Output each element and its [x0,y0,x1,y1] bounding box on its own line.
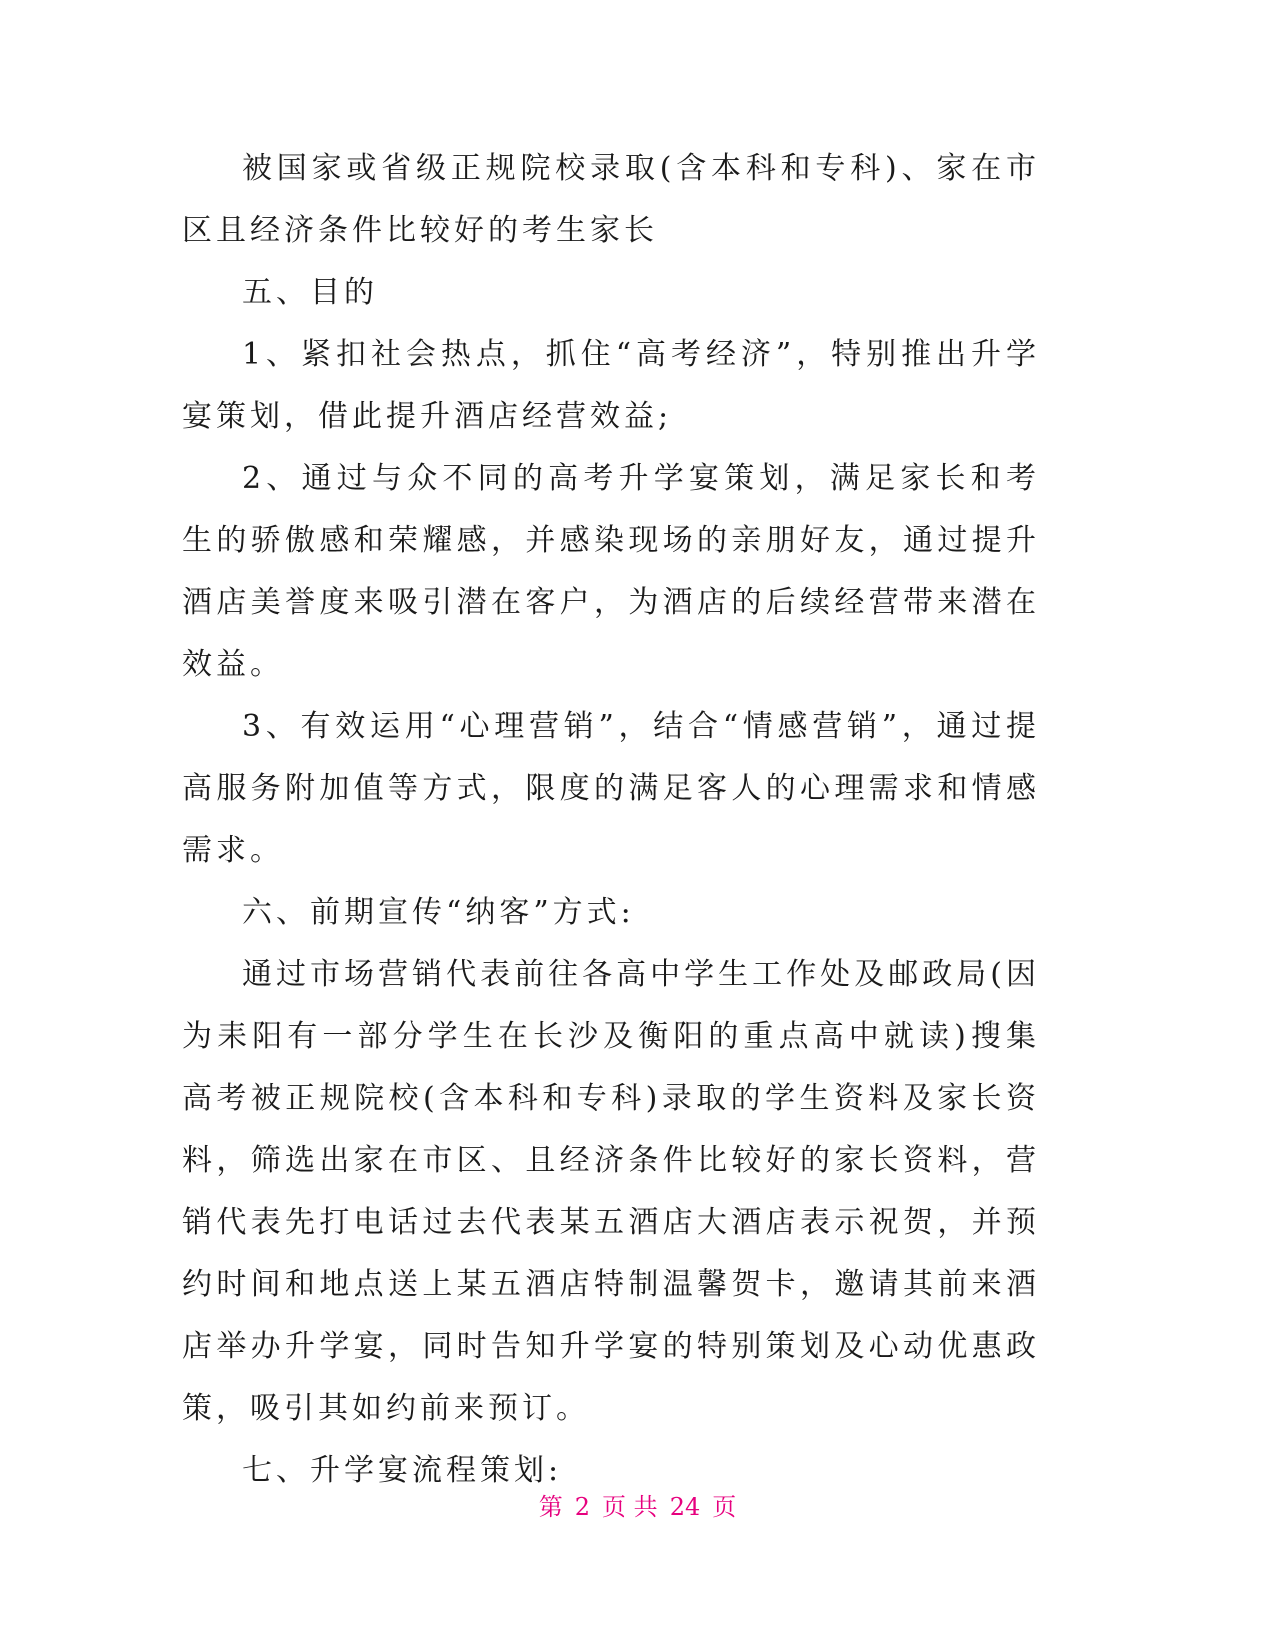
paragraph-audience: 被国家或省级正规院校录取(含本科和专科)、家在市区且经济条件比较好的考生家长 [182,151,1040,248]
footer-middle: 页 共 [602,1493,658,1521]
page-number-footer [0,1487,1275,1522]
footer-current-page: 2 [574,1493,591,1521]
footer-total-pages: 24 [669,1493,701,1521]
paragraph-goal-3: 3、有效运用“心理营销”，结合“情感营销”，通过提高服务附加值等方式，限度的满足客人的心理需求和情感需求。 [182,709,1040,868]
paragraph-goal-1: 1、紧扣社会热点，抓住“高考经济”，特别推出升学宴策划，借此提升酒店经营效益; [182,337,1040,434]
paragraph-promotion: 通过市场营销代表前往各高中学生工作处及邮政局(因为耒阳有一部分学生在长沙及衡阳的重点高中就读)搜集高考被正规院校(含本科和专科)录取的学生资料及家长资料，筛选出家在市区、且经济条件比较好的家长资料，营销代表先打电话过去代表某五酒店大酒店表示祝贺，并预约时间和地点送上某五酒店特制温馨贺卡，邀请其前来酒店举办升学宴，同时告知升学宴的特别策划及心动优惠政策，吸引其如约前来预订。 [182,957,1040,1426]
heading-section-5: 五、目的 [242,275,378,310]
paragraph-goal-2: 2、通过与众不同的高考升学宴策划，满足家长和考生的骄傲感和荣耀感，并感染现场的亲朋好友，通过提升酒店美誉度来吸引潜在客户，为酒店的后续经营带来潜在效益。 [182,461,1040,682]
footer-prefix: 第 [538,1493,563,1521]
heading-section-7: 七、升学宴流程策划: [242,1453,563,1488]
document-body [182,138,1040,1502]
footer-suffix: 页 [712,1493,737,1521]
heading-section-6: 六、前期宣传“纳客”方式: [242,895,635,930]
